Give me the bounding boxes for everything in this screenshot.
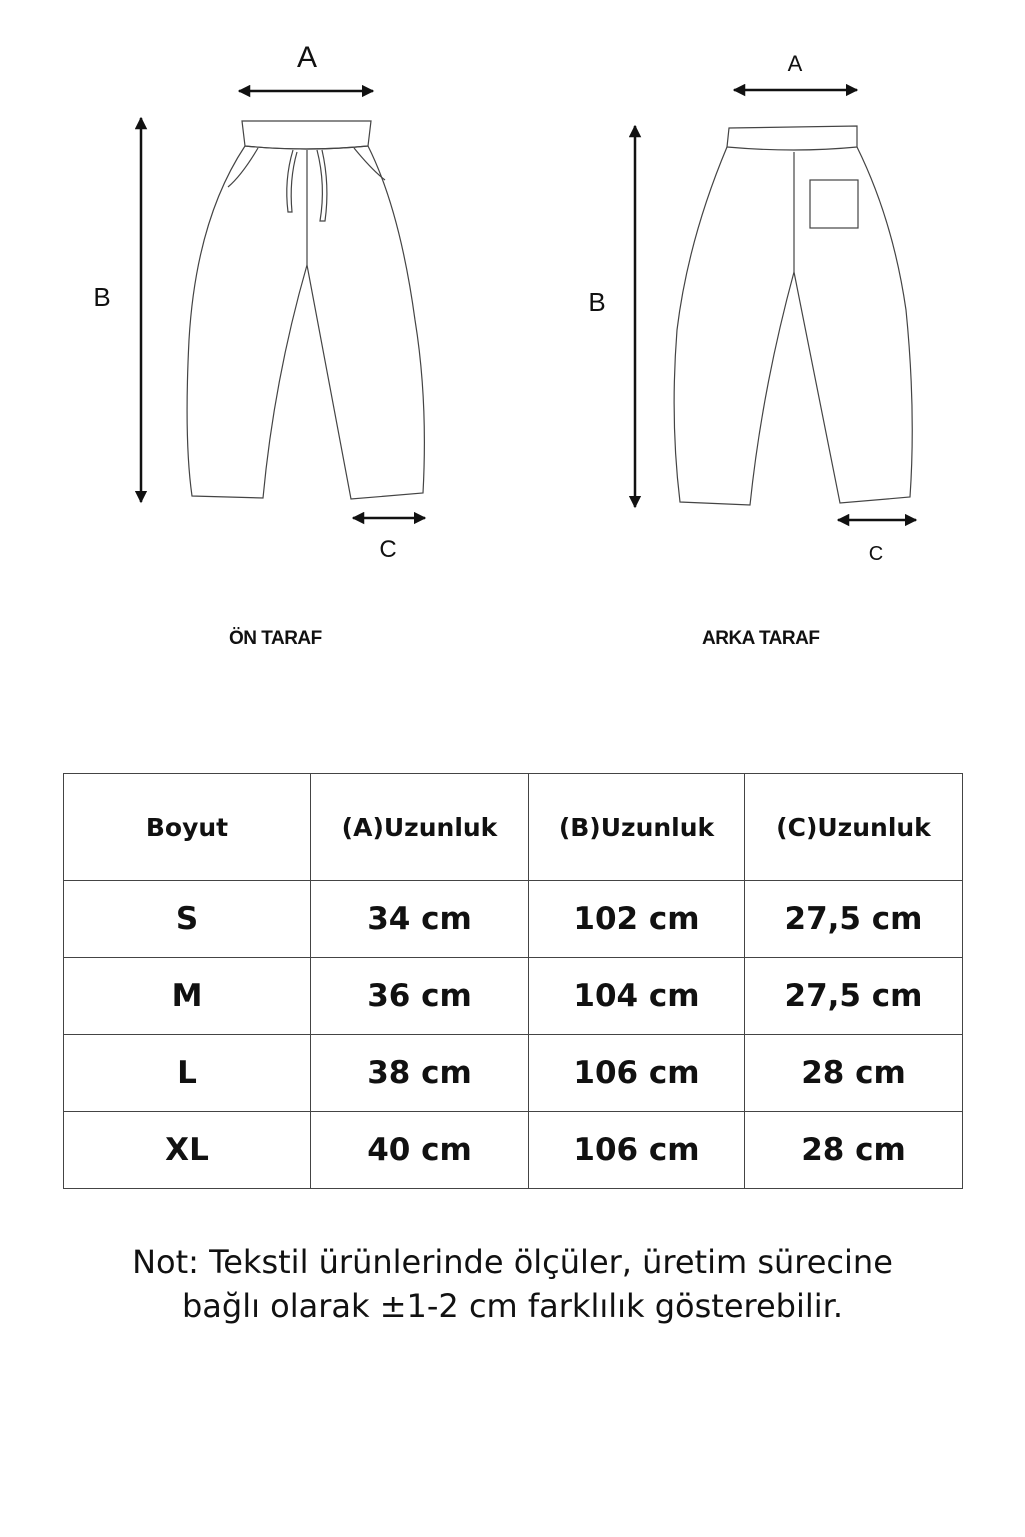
back-label-c: C bbox=[868, 543, 884, 565]
pants-measurement-diagram bbox=[0, 0, 1025, 700]
size-table bbox=[63, 773, 963, 1189]
cell-size: XL bbox=[64, 1112, 311, 1189]
front-label-a: A bbox=[296, 41, 318, 74]
cell-b: 104 cm bbox=[529, 958, 745, 1035]
note-line-1: Not: Tekstil ürünlerinde ölçüler, üretim sürecine bbox=[132, 1243, 893, 1281]
cell-c: 28 cm bbox=[745, 1035, 963, 1112]
cell-size: S bbox=[64, 881, 311, 958]
back-label-b: B bbox=[588, 287, 606, 317]
table-row bbox=[64, 881, 963, 958]
front-label-c: C bbox=[379, 536, 397, 563]
table-row bbox=[64, 1035, 963, 1112]
back-pants-drawing bbox=[674, 126, 912, 505]
cell-size: L bbox=[64, 1035, 311, 1112]
cell-b: 106 cm bbox=[529, 1112, 745, 1189]
table-header-row bbox=[64, 774, 963, 881]
front-label-b: B bbox=[93, 282, 111, 312]
header-b-uzunluk: (B)Uzunluk bbox=[529, 774, 745, 881]
header-c-uzunluk: (C)Uzunluk bbox=[745, 774, 963, 881]
back-caption: ARKA TARAF bbox=[702, 628, 820, 649]
note bbox=[40, 1240, 985, 1328]
header-boyut: Boyut bbox=[64, 774, 311, 881]
cell-b: 106 cm bbox=[529, 1035, 745, 1112]
cell-c: 27,5 cm bbox=[745, 881, 963, 958]
cell-b: 102 cm bbox=[529, 881, 745, 958]
front-pants-drawing bbox=[187, 121, 424, 499]
table-row bbox=[64, 958, 963, 1035]
cell-c: 28 cm bbox=[745, 1112, 963, 1189]
cell-a: 36 cm bbox=[311, 958, 529, 1035]
cell-size: M bbox=[64, 958, 311, 1035]
header-a-uzunluk: (A)Uzunluk bbox=[311, 774, 529, 881]
back-label-a: A bbox=[787, 51, 803, 76]
cell-a: 40 cm bbox=[311, 1112, 529, 1189]
front-caption: ÖN TARAF bbox=[229, 628, 322, 649]
table-row bbox=[64, 1112, 963, 1189]
cell-a: 38 cm bbox=[311, 1035, 529, 1112]
note-line-2: bağlı olarak ±1-2 cm farklılık gösterebilir. bbox=[181, 1287, 844, 1325]
cell-c: 27,5 cm bbox=[745, 958, 963, 1035]
cell-a: 34 cm bbox=[311, 881, 529, 958]
